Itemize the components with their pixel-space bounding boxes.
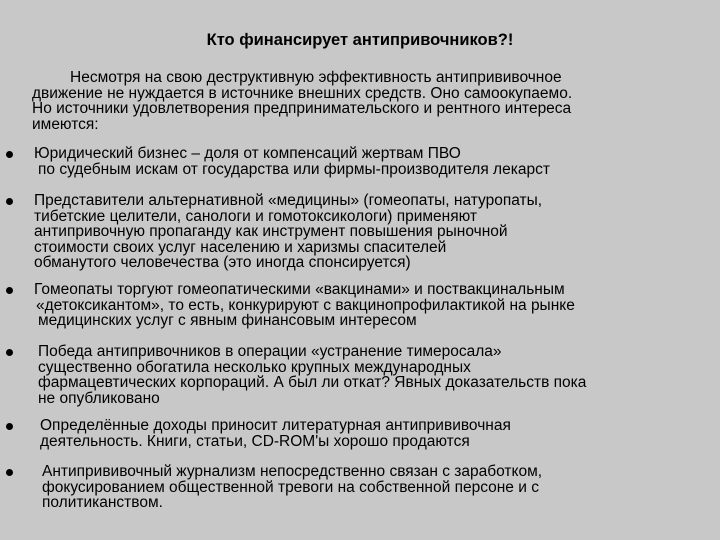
bullet-line: деятельность. Книги, статьи, CD-ROM'ы хорошо продаются bbox=[40, 432, 470, 450]
intro-line: Но источники удовлетворения предпринимательского и рентного интереса bbox=[32, 100, 572, 117]
bullet-text bbox=[34, 282, 714, 329]
intro-line: движение не нуждается в источнике внешних средств. Оно самоокупаемо. bbox=[32, 84, 573, 102]
bullet-line: не опубликовано bbox=[38, 389, 160, 407]
bullet-text bbox=[40, 418, 720, 449]
bullet-line: обманутого человечества (это иногда спонсируется) bbox=[34, 254, 411, 271]
bullet-line: фармацевтических корпораций. А был ли откат? Явных доказательств пока bbox=[38, 374, 587, 391]
bullet-line: «детоксикантом», то есть, конкурируют с вакцинопрофилактикой на рынке bbox=[36, 296, 575, 314]
slide-title: Кто финансирует антипривочников?! bbox=[206, 31, 514, 49]
bullet-line: фокусированием общественной тревоги на собственной персоне и с bbox=[42, 478, 539, 496]
bullet-line: по судебным искам от государства или фирмы-производителя лекарст bbox=[38, 160, 550, 178]
intro-line: имеются: bbox=[32, 115, 99, 133]
intro-paragraph bbox=[32, 70, 702, 132]
bullet-line: Определённые доходы приносит литературная антипрививочная bbox=[40, 417, 511, 434]
bullet-line: стоимости своих услуг населению и харизмы спасителей bbox=[34, 238, 447, 256]
bullet-text bbox=[42, 464, 720, 511]
bullet-dot-icon bbox=[6, 198, 13, 205]
bullet-dot-icon bbox=[6, 287, 13, 294]
bullet-dot-icon bbox=[6, 423, 13, 430]
bullet-line: Антипрививочный журнализм непосредственно связан с заработком, bbox=[42, 463, 543, 480]
bullet-line: существенно обогатила несколько крупных международных bbox=[38, 358, 471, 376]
bullet-text bbox=[34, 193, 714, 271]
bullet-line: антипривочную пропаганду как инструмент повышения рыночной bbox=[34, 223, 508, 240]
bullet-dot-icon bbox=[6, 349, 13, 356]
intro-line: Несмотря на свою деструктивную эффективность антипрививочное bbox=[70, 69, 562, 86]
bullet-line: Победа антипривочников в операции «устранение тимеросала» bbox=[38, 343, 502, 360]
bullet-text bbox=[34, 146, 714, 177]
bullet-dot-icon bbox=[6, 469, 13, 476]
bullet-dot-icon bbox=[6, 151, 13, 158]
bullet-line: политиканством. bbox=[42, 494, 163, 511]
bullet-text bbox=[38, 344, 718, 406]
bullet-line: Представители альтернативной «медицины» (гомеопаты, натуропаты, bbox=[34, 192, 543, 209]
bullet-line: Гомеопаты торгуют гомеопатическими «вакцинами» и поствакцинальным bbox=[34, 281, 565, 298]
bullet-line: тибетские целители, санологи и гомотоксикологи) применяют bbox=[34, 207, 478, 225]
bullet-line: медицинских услуг с явным финансовым интересом bbox=[38, 312, 417, 329]
bullet-line: Юридический бизнес – доля от компенсаций жертвам ПВО bbox=[34, 145, 461, 162]
